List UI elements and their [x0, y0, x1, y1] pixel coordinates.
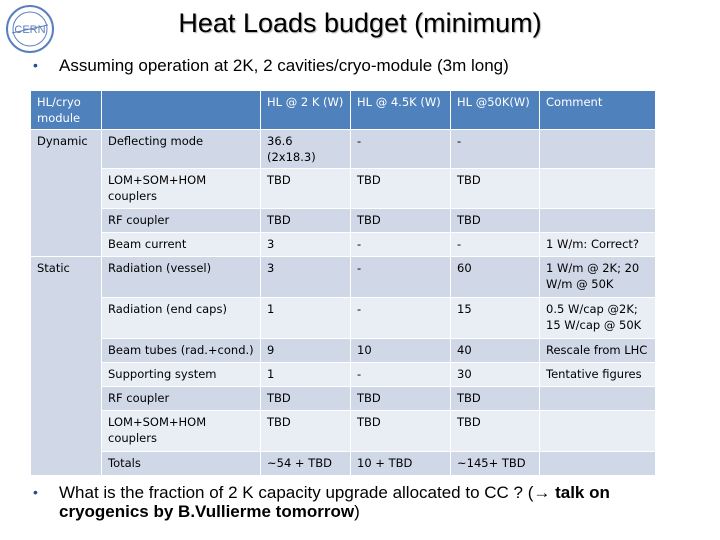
cell-hl-4-5k: - — [351, 233, 451, 257]
table-row-totals — [31, 452, 656, 476]
cell-item: Beam tubes (rad.+cond.) — [102, 339, 261, 363]
bullet-marker: • — [33, 57, 38, 73]
cell-item: Radiation (end caps) — [102, 298, 261, 339]
table-row — [31, 339, 656, 363]
table-row — [31, 411, 656, 452]
cell-hl-2k: 3 — [261, 233, 351, 257]
cell-hl-50k: TBD — [451, 411, 540, 452]
talk-reference: talk on cryogenics by B.Vullierme tomorrow — [59, 483, 610, 521]
table-row — [31, 209, 656, 233]
table-row — [31, 387, 656, 411]
cell-comment — [540, 130, 656, 169]
cell-comment — [540, 411, 656, 452]
cell-hl-2k: 3 — [261, 257, 351, 298]
cell-item: Deflecting mode — [102, 130, 261, 169]
slide-title: Heat Loads budget (minimum) — [178, 8, 542, 38]
arrow-icon: → — [533, 483, 551, 502]
table-row — [31, 363, 656, 387]
cell-item: RF coupler — [102, 387, 261, 411]
bullet-question-text — [33, 483, 693, 521]
cell-hl-2k: TBD — [261, 209, 351, 233]
cell-hl-50k: 15 — [451, 298, 540, 339]
cell-hl-4-5k: - — [351, 257, 451, 298]
header-hl-cryo-module: HL/cryo module — [31, 91, 102, 130]
cell-hl-2k: 36.6 (2x18.3) — [261, 130, 351, 169]
bullet-question — [33, 483, 693, 521]
cell-hl-50k: 30 — [451, 363, 540, 387]
group-static: Static — [31, 257, 102, 476]
cell-hl-4-5k: TBD — [351, 209, 451, 233]
cell-comment: Tentative figures — [540, 363, 656, 387]
cell-comment: 0.5 W/cap @2K; 15 W/cap @ 50K — [540, 298, 656, 339]
cell-hl-2k: 9 — [261, 339, 351, 363]
cell-hl-50k: TBD — [451, 387, 540, 411]
cell-hl-2k: 1 — [261, 363, 351, 387]
table-row — [31, 257, 656, 298]
cell-item: Radiation (vessel) — [102, 257, 261, 298]
cell-comment — [540, 169, 656, 209]
cell-hl-50k: TBD — [451, 209, 540, 233]
header-comment: Comment — [540, 91, 656, 130]
bullet-marker: • — [33, 484, 38, 500]
cell-comment — [540, 387, 656, 411]
cell-hl-4-5k: 10 + TBD — [351, 452, 451, 476]
cell-hl-50k: TBD — [451, 169, 540, 209]
table-row — [31, 130, 656, 169]
cell-item: Beam current — [102, 233, 261, 257]
cell-hl-4-5k: TBD — [351, 169, 451, 209]
cell-hl-2k: TBD — [261, 387, 351, 411]
cell-comment — [540, 209, 656, 233]
table-row — [31, 233, 656, 257]
cell-hl-50k: - — [451, 130, 540, 169]
question-close: ) — [354, 502, 360, 521]
cell-hl-50k: ~145+ TBD — [451, 452, 540, 476]
cell-item: RF coupler — [102, 209, 261, 233]
group-dynamic: Dynamic — [31, 130, 102, 257]
cell-hl-4-5k: TBD — [351, 411, 451, 452]
question-text: What is the fraction of 2 K capacity upgrade allocated to CC ? ( — [59, 483, 534, 502]
cell-item: LOM+SOM+HOM couplers — [102, 169, 261, 209]
cell-item: LOM+SOM+HOM couplers — [102, 411, 261, 452]
cell-hl-2k: ~54 + TBD — [261, 452, 351, 476]
cell-hl-4-5k: - — [351, 363, 451, 387]
cell-comment: Rescale from LHC — [540, 339, 656, 363]
bullet-assumption — [33, 56, 653, 75]
heat-load-table — [30, 90, 656, 476]
header-hl-50k: HL @50K(W) — [451, 91, 540, 130]
cell-hl-4-5k: - — [351, 298, 451, 339]
cell-hl-2k: TBD — [261, 169, 351, 209]
cell-hl-2k: TBD — [261, 411, 351, 452]
cell-hl-50k: 40 — [451, 339, 540, 363]
header-hl-2k: HL @ 2 K (W) — [261, 91, 351, 130]
table-row — [31, 298, 656, 339]
cell-item: Totals — [102, 452, 261, 476]
bullet-assumption-text: Assuming operation at 2K, 2 cavities/cryo-module (3m long) — [59, 56, 509, 75]
table-row — [31, 169, 656, 209]
cell-item: Supporting system — [102, 363, 261, 387]
cell-hl-4-5k: 10 — [351, 339, 451, 363]
cell-hl-50k: 60 — [451, 257, 540, 298]
cern-logo-text: CERN — [14, 24, 46, 36]
cell-hl-4-5k: - — [351, 130, 451, 169]
cell-hl-4-5k: TBD — [351, 387, 451, 411]
cell-comment — [540, 452, 656, 476]
header-hl-4-5k: HL @ 4.5K (W) — [351, 91, 451, 130]
header-item — [102, 91, 261, 130]
cell-comment: 1 W/m @ 2K; 20 W/m @ 50K — [540, 257, 656, 298]
cell-hl-2k: 1 — [261, 298, 351, 339]
table-header-row — [31, 91, 656, 130]
cell-comment: 1 W/m: Correct? — [540, 233, 656, 257]
cell-hl-50k: - — [451, 233, 540, 257]
